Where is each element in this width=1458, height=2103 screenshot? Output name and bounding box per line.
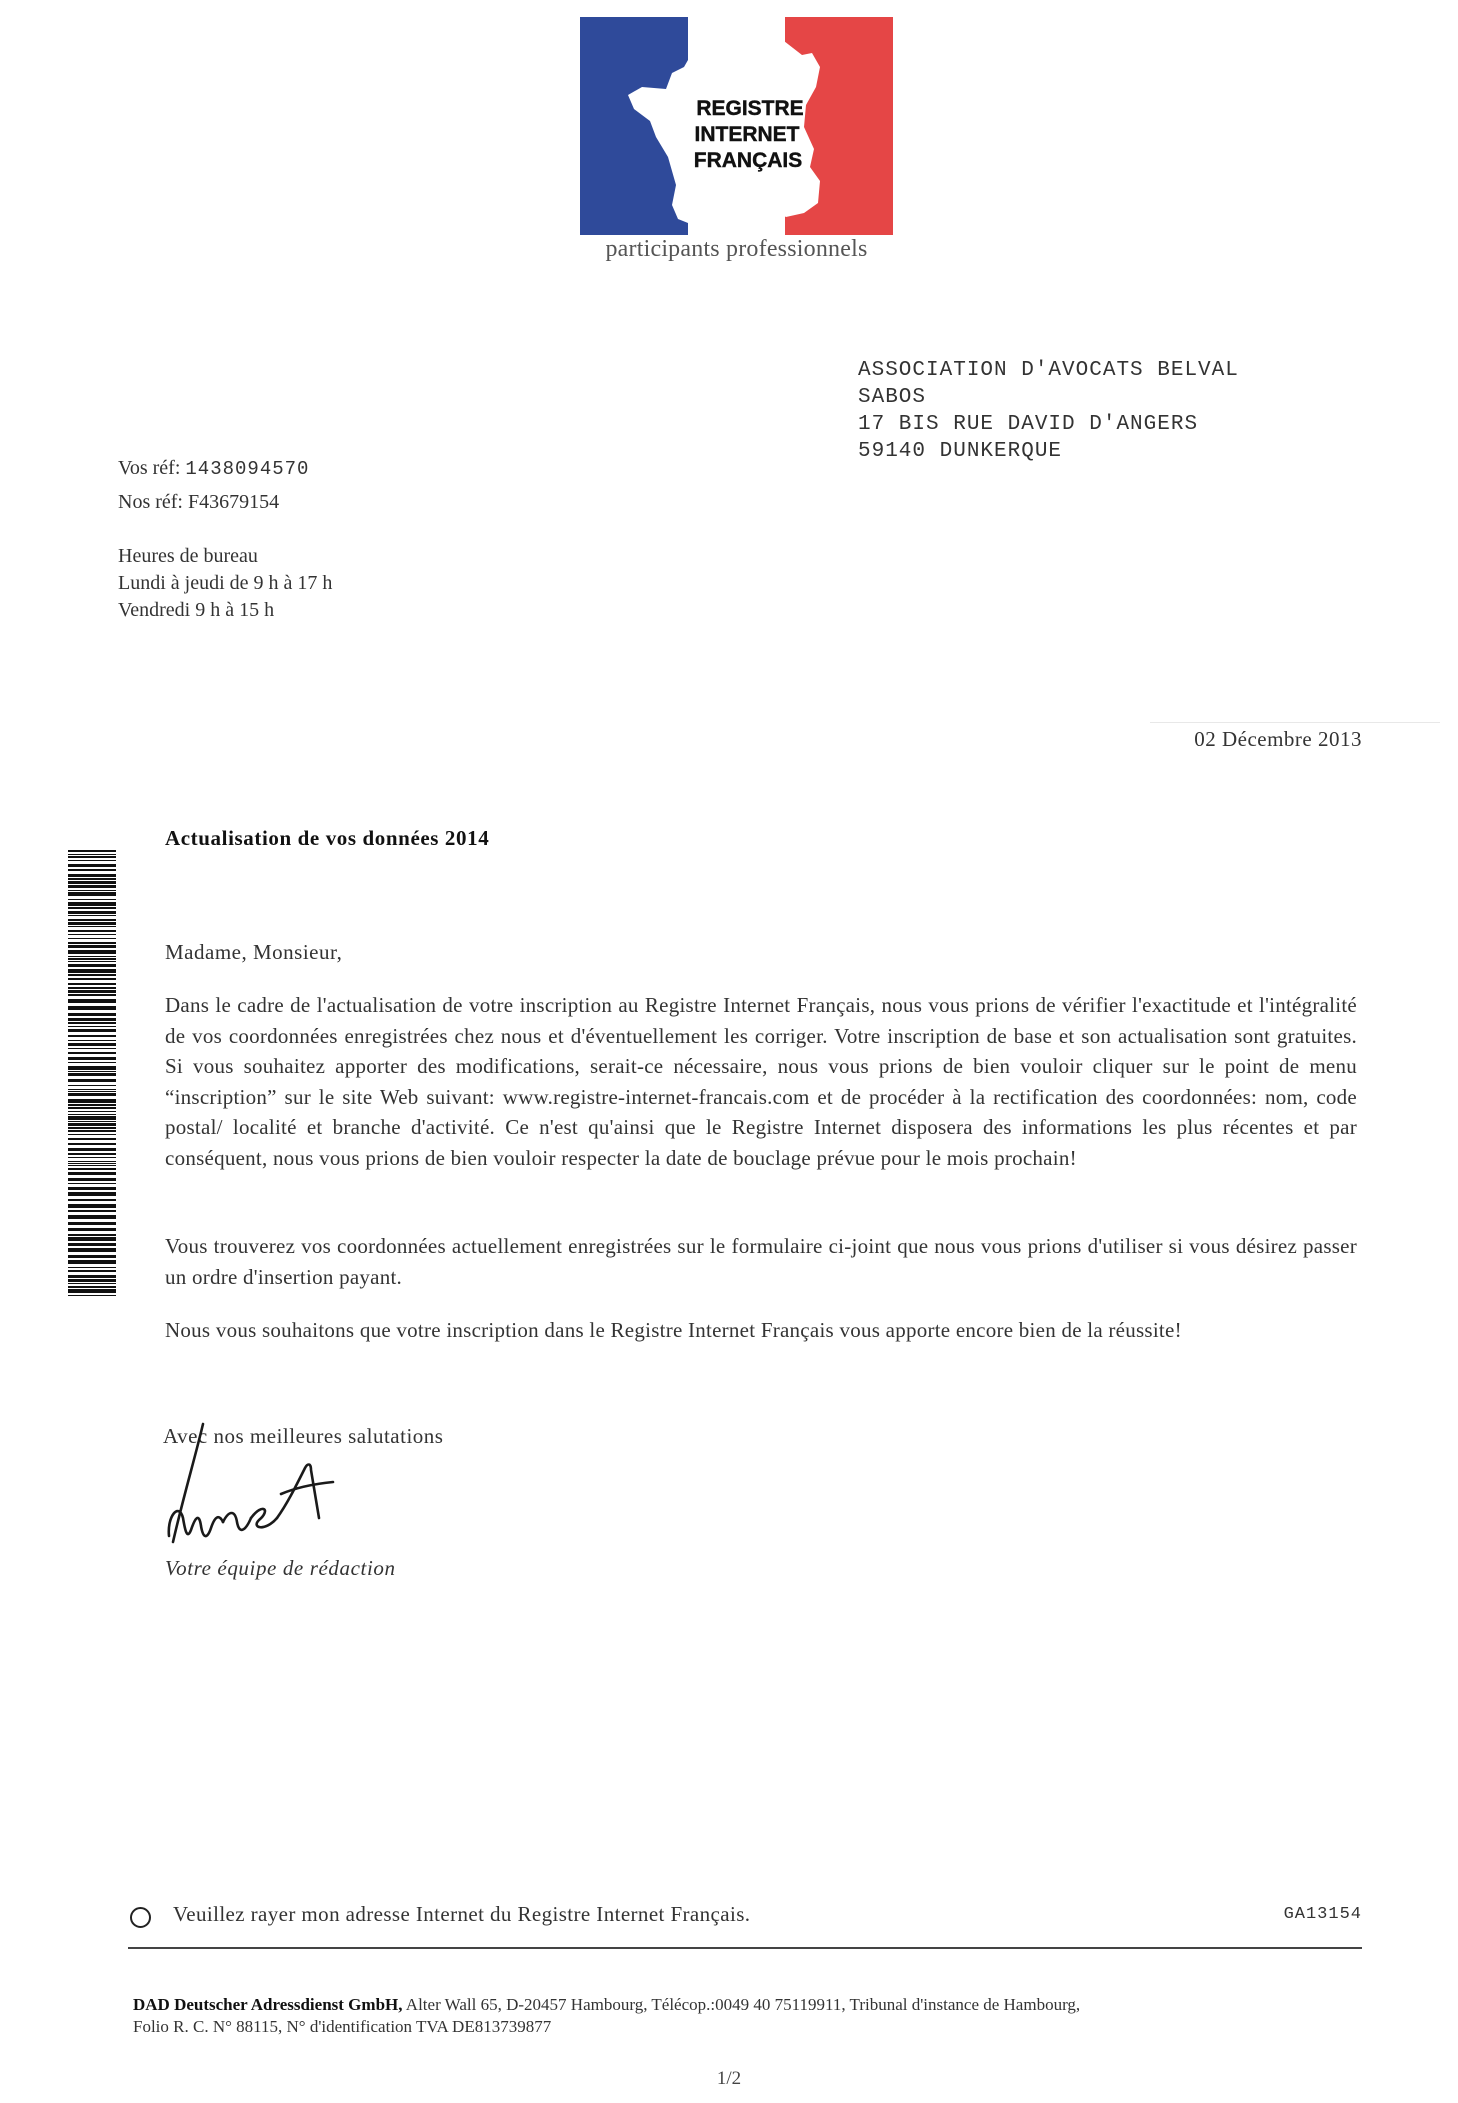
barcode-bar xyxy=(68,1243,116,1246)
nos-ref xyxy=(118,491,279,514)
barcode-bar xyxy=(68,1079,116,1082)
barcode-bar xyxy=(68,983,116,985)
barcode-bar xyxy=(68,860,116,861)
vos-ref-value: 1438094570 xyxy=(185,458,310,480)
barcode-bar xyxy=(68,950,116,954)
barcode-bar xyxy=(68,978,116,980)
barcode-bar xyxy=(68,1228,116,1231)
barcode-bar xyxy=(68,1172,116,1175)
barcode-bar xyxy=(68,1048,116,1049)
barcode-bar xyxy=(68,1116,116,1120)
barcode-bar xyxy=(68,1204,116,1208)
barcode-bar xyxy=(68,945,116,948)
logo-caption: participants professionnels xyxy=(605,236,868,262)
body-paragraph-3: Nous vous souhaitons que votre inscription dans le Registre Internet Français vous apporte encore bien de la réussite! xyxy=(165,1318,1182,1342)
barcode-bar xyxy=(68,987,116,989)
footer-divider xyxy=(128,1947,1362,1949)
barcode-bar xyxy=(68,994,116,996)
barcode-bar xyxy=(68,1085,116,1086)
barcode-bar xyxy=(68,1237,116,1241)
barcode-bar xyxy=(68,964,116,967)
barcode-bar xyxy=(68,1148,116,1151)
barcode-bar xyxy=(68,874,116,877)
barcode-bar xyxy=(68,1035,116,1037)
barcode-bar xyxy=(68,1073,116,1076)
salutation: Madame, Monsieur, xyxy=(165,940,343,964)
barcode-bar xyxy=(68,942,116,944)
address-line: 17 BIS RUE DAVID D'ANGERS xyxy=(858,413,1199,436)
barcode-bar xyxy=(68,961,116,962)
closing: Avec nos meilleures salutations xyxy=(163,1424,444,1448)
barcode-bar xyxy=(68,1111,116,1112)
barcode-bar xyxy=(68,1040,116,1041)
barcode-bar xyxy=(68,1248,116,1252)
barcode-bar xyxy=(68,881,116,884)
barcode-bar xyxy=(68,1099,116,1103)
barcode-bar xyxy=(68,1165,116,1166)
barcode-bar xyxy=(68,1123,116,1126)
barcode-bar xyxy=(68,1093,116,1096)
page-number: 1/2 xyxy=(716,2068,742,2089)
barcode-bar xyxy=(68,1199,116,1201)
barcode-bar xyxy=(68,1062,116,1063)
barcode-icon xyxy=(68,850,116,1296)
barcode-bar xyxy=(68,1295,116,1296)
barcode-bar xyxy=(68,1270,116,1272)
barcode-bar xyxy=(68,1057,116,1060)
barcode-bar xyxy=(68,878,116,880)
barcode-bar xyxy=(68,869,116,871)
barcode-bar xyxy=(68,919,116,921)
barcode-bar xyxy=(68,1138,116,1140)
barcode-bar xyxy=(68,1210,116,1212)
barcode-bar xyxy=(68,1153,116,1155)
nos-ref-value: F43679154 xyxy=(187,491,280,513)
barcode-bar xyxy=(68,934,116,935)
barcode-bar xyxy=(68,1104,116,1106)
document-code: GA13154 xyxy=(1283,1905,1362,1924)
barcode-bar xyxy=(68,1091,116,1092)
barcode-bar xyxy=(68,890,116,891)
barcode-bar xyxy=(68,915,116,916)
barcode-bar xyxy=(68,1275,116,1278)
barcode-bar xyxy=(68,1178,116,1181)
barcode-bar xyxy=(68,1234,116,1236)
office-hours xyxy=(118,543,332,624)
barcode-bar xyxy=(68,1187,116,1190)
vos-ref xyxy=(118,457,309,480)
barcode-bar xyxy=(68,1043,116,1046)
barcode-bar xyxy=(68,856,116,858)
barcode-bar xyxy=(68,974,116,976)
barcode-bar xyxy=(68,1289,116,1293)
barcode-bar xyxy=(68,1071,116,1072)
barcode-bar xyxy=(68,1143,116,1145)
barcode-bar xyxy=(68,1130,116,1132)
barcode-bar xyxy=(68,1029,116,1032)
barcode-bar xyxy=(68,902,116,906)
barcode-bar xyxy=(68,1026,116,1027)
barcode-bar xyxy=(68,1222,116,1225)
barcode-bar xyxy=(68,1168,116,1170)
barcode-bar xyxy=(68,1107,116,1109)
nos-ref-label: Nos réf: xyxy=(118,491,183,513)
office-hours-friday: Vendredi 9 h à 15 h xyxy=(118,599,275,621)
barcode-bar xyxy=(68,1006,116,1010)
barcode-bar xyxy=(68,1134,116,1135)
barcode-bar xyxy=(68,1089,116,1090)
barcode-bar xyxy=(68,1267,116,1268)
date-divider xyxy=(1150,722,1440,723)
barcode-bar xyxy=(68,899,116,900)
barcode-bar xyxy=(68,1013,116,1016)
barcode-bar xyxy=(68,911,116,914)
barcode-bar xyxy=(68,958,116,960)
logo-line-2: INTERNET xyxy=(694,123,800,146)
barcode-bar xyxy=(68,1260,116,1264)
address-line: 59140 DUNKERQUE xyxy=(858,440,1063,463)
barcode-bar xyxy=(68,1255,116,1258)
letter-subject: Actualisation de vos données 2014 xyxy=(165,826,490,850)
barcode-bar xyxy=(68,922,116,925)
barcode-bar xyxy=(68,990,116,993)
barcode-bar xyxy=(68,850,116,852)
barcode-bar xyxy=(68,926,116,927)
address-line: SABOS xyxy=(858,386,927,409)
barcode-bar xyxy=(68,1022,116,1024)
barcode-bar xyxy=(68,1215,116,1219)
address-line: ASSOCIATION D'AVOCATS BELVAL xyxy=(858,359,1239,382)
barcode-bar xyxy=(68,1157,116,1158)
barcode-bar xyxy=(68,930,116,932)
office-hours-weekdays: Lundi à jeudi de 9 h à 17 h xyxy=(118,572,333,594)
barcode-bar xyxy=(68,1283,116,1284)
footer-company: DAD Deutscher Adressdienst GmbH, xyxy=(133,1995,403,2014)
barcode-bar xyxy=(68,1286,116,1288)
logo-line-1: REGISTRE xyxy=(696,97,804,120)
signature-icon xyxy=(155,1418,395,1553)
barcode-bar xyxy=(68,864,116,867)
barcode-bar xyxy=(68,1163,116,1164)
barcode-bar xyxy=(68,892,116,896)
body-paragraph-1: Dans le cadre de l'actualisation de votre inscription au Registre Internet Français, nous vous prions de vérifier l'exactitude et l'intégralité de vos coordonnées enregistrées chez nous et d'éventuellement les corriger. Votre inscription de base et son actualisation sont gratuites. Si vous souhaitez apporter des modifications, serait-ce nécessaire, nous vous prions de bien vouloir cliquer sur le point de menu “inscription” sur le site Web suivant: www.registre-internet-francais.com et de procéder à la rectification des coordonnées: nom, code postal/ localité et branche d'activité. Ce n'est qu'ainsi que le Registre Internet disposera des informations les plus récentes et par conséquent, nous vous prions de bien vouloir respecter la date de bouclage prévue pour le mois prochain! xyxy=(165,993,1357,1170)
barcode-bar xyxy=(68,969,116,973)
barcode-bar xyxy=(68,907,116,909)
letter-date: 02 Décembre 2013 xyxy=(1194,727,1362,751)
body-paragraph-2: Vous trouverez vos coordonnées actuellement enregistrées sur le formulaire ci-joint que nous vous prions d'utiliser si vous désirez passer un ordre d'insertion payant. xyxy=(165,1234,1357,1289)
barcode-bar xyxy=(68,956,116,957)
barcode-bar xyxy=(68,999,116,1003)
barcode-bar xyxy=(68,1121,116,1122)
barcode-bar xyxy=(68,938,116,939)
registre-logo xyxy=(580,17,893,235)
barcode-bar xyxy=(68,1161,116,1162)
opt-out-checkbox[interactable] xyxy=(130,1907,151,1928)
barcode-bar xyxy=(68,1183,116,1184)
barcode-bar xyxy=(68,885,116,888)
vos-ref-label: Vos réf: xyxy=(118,457,181,479)
office-hours-title: Heures de bureau xyxy=(118,545,258,567)
footer-address: Alter Wall 65, D-20457 Hambourg, Télécop.:0049 40 75119911, Tribunal d'instance de Hambourg, xyxy=(402,1995,1081,2014)
barcode-bar xyxy=(68,1052,116,1054)
footer-registration: Folio R. C. N° 88115, N° d'identification TVA DE813739877 xyxy=(133,2017,552,2036)
logo-line-3: FRANÇAIS xyxy=(693,149,803,172)
barcode-bar xyxy=(68,1018,116,1021)
barcode-bar xyxy=(68,1066,116,1070)
opt-out-label: Veuillez rayer mon adresse Internet du Registre Internet Français. xyxy=(173,1902,751,1926)
barcode-bar xyxy=(68,1114,116,1115)
barcode-bar xyxy=(68,1127,116,1129)
editorial-team: Votre équipe de rédaction xyxy=(165,1556,396,1580)
company-footer xyxy=(133,1994,1363,2038)
barcode-bar xyxy=(68,854,116,855)
recipient-address xyxy=(858,357,1239,465)
barcode-bar xyxy=(68,1192,116,1196)
barcode-bar xyxy=(68,1279,116,1282)
